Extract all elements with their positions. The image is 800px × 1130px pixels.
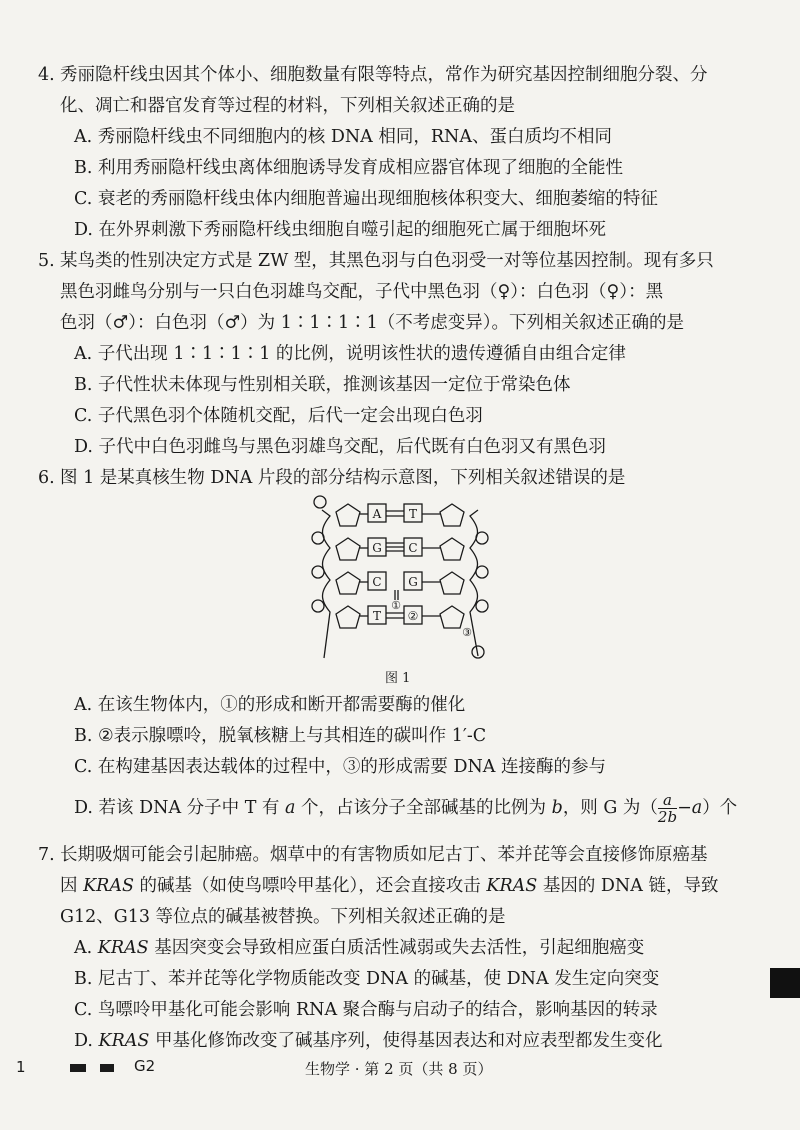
question-number: 7. <box>38 845 55 865</box>
deoxyribose-pentagon <box>336 606 360 628</box>
question-7 <box>38 840 768 1057</box>
question-6-option-d <box>38 792 768 825</box>
question-number: 6. <box>38 468 55 488</box>
question-stem-cont: 色羽（♂）：白色羽（♂）为 1∶1∶1∶1（不考虑变异）。下列相关叙述正确的是 <box>60 313 684 333</box>
question-stem: 图 1 是某真核生物 DNA 片段的部分结构示意图，下列相关叙述错误的是 <box>60 468 626 488</box>
base-label: C <box>408 541 418 555</box>
question-4 <box>38 60 768 246</box>
question-stem-cont: 黑色羽雌鸟分别与一只白色羽雄鸟交配，子代中黑色羽（♀）：白色羽（♀）：黑 <box>60 282 664 302</box>
option-d: D. 若该 DNA 分子中 T 有 a 个，占该分子全部碱基的比例为 b，则 G 为（ $\frac{a}{2b}$ −a）个 <box>74 791 738 826</box>
option-b: B. 利用秀丽隐杆线虫离体细胞诱导发育成相应器官体现了细胞的全能性 <box>74 158 623 178</box>
question-5 <box>38 246 768 463</box>
option-b: B. ②表示腺嘌呤，脱氧核糖上与其相连的碳叫作 1′-C <box>74 726 487 746</box>
option-c: C. 衰老的秀丽隐杆线虫体内细胞普遍出现细胞核体积变大、细胞萎缩的特征 <box>74 189 658 209</box>
question-number: 4. <box>38 65 55 85</box>
question-stem-cont: G12、G13 等位点的碱基被替换。下列相关叙述正确的是 <box>60 907 506 927</box>
base-label: C <box>372 575 382 589</box>
page-number: 生物学 · 第 2 页（共 8 页） <box>305 1060 493 1078</box>
option-b: B. 子代性状未体现与性别相关联，推测该基因一定位于常染色体 <box>74 375 571 395</box>
page-mark: 1 <box>16 1058 26 1076</box>
question-stem: 秀丽隐杆线虫因其个体小、细胞数量有限等特点，常作为研究基因控制细胞分裂、分 <box>60 65 708 85</box>
deoxyribose-pentagon <box>440 606 464 628</box>
option-d: D. KRAS 甲基化修饰改变了碱基序列，使得基因表达和对应表型都发生变化 <box>74 1031 663 1051</box>
option-a: A. 秀丽隐杆线虫不同细胞内的核 DNA 相同，RNA、蛋白质均不相同 <box>74 127 612 147</box>
question-stem-cont: 因 KRAS 的碱基（如使鸟嘌呤甲基化），还会直接攻击 KRAS 基因的 DNA 链，导致 <box>60 876 719 896</box>
base-label: T <box>408 507 418 521</box>
question-stem-cont: 化、凋亡和器官发育等过程的材料，下列相关叙述正确的是 <box>60 96 515 116</box>
question-6-options <box>38 690 768 783</box>
option-c: C. 鸟嘌呤甲基化可能会影响 RNA 聚合酶与启动子的结合，影响基因的转录 <box>74 1000 658 1020</box>
base-label: T <box>372 609 382 623</box>
scan-edge-mark <box>770 968 800 998</box>
option-a: A. KRAS 基因突变会导致相应蛋白质活性减弱或失去活性，引起细胞癌变 <box>74 938 645 958</box>
deoxyribose-pentagon <box>440 572 464 594</box>
left-backbone <box>322 510 330 658</box>
phosphate-circle <box>472 646 484 658</box>
phosphate-circle <box>476 566 488 578</box>
deoxyribose-pentagon <box>440 504 464 526</box>
deoxyribose-pentagon <box>336 504 360 526</box>
footer-block-mark <box>70 1064 86 1072</box>
deoxyribose-pentagon <box>336 538 360 560</box>
phosphate-circle <box>476 532 488 544</box>
option-a: A. 在该生物体内，①的形成和断开都需要酶的催化 <box>74 695 466 715</box>
base-label: G <box>408 575 418 589</box>
option-d: D. 子代中白色羽雌鸟与黑色羽雄鸟交配，后代既有白色羽又有黑色羽 <box>74 437 607 457</box>
question-stem: 某鸟类的性别决定方式是 ZW 型，其黑色羽与白色羽受一对等位基因控制。现有多只 <box>60 251 714 271</box>
base-label: ② <box>407 609 419 623</box>
option-c: C. 在构建基因表达载体的过程中，③的形成需要 DNA 连接酶的参与 <box>74 757 606 777</box>
page-footer <box>0 1054 800 1084</box>
deoxyribose-pentagon <box>440 538 464 560</box>
base-label: G <box>372 541 382 555</box>
exam-code: G2 <box>134 1057 156 1075</box>
option-d: D. 在外界刺激下秀丽隐杆线虫细胞自噬引起的细胞死亡属于细胞坏死 <box>74 220 607 240</box>
base-label: A <box>372 507 382 521</box>
mark-1-label: ① <box>391 599 401 612</box>
question-stem: 长期吸烟可能会引起肺癌。烟草中的有害物质如尼古丁、苯并芘等会直接修饰原癌基 <box>60 845 708 865</box>
question-number: 5. <box>38 251 55 271</box>
deoxyribose-pentagon <box>336 572 360 594</box>
phosphate-circle <box>476 600 488 612</box>
phosphate-circle <box>312 532 324 544</box>
phosphate-circle <box>312 566 324 578</box>
footer-block-mark <box>100 1064 114 1072</box>
option-a: A. 子代出现 1∶1∶1∶1 的比例，说明该性状的遗传遵循自由组合定律 <box>74 344 626 364</box>
dna-structure-figure <box>300 488 500 668</box>
phosphate-circle <box>314 496 326 508</box>
figure-caption: 图 1 <box>385 671 411 686</box>
option-c: C. 子代黑色羽个体随机交配，后代一定会出现白色羽 <box>74 406 483 426</box>
phosphate-circle <box>312 600 324 612</box>
option-b: B. 尼古丁、苯并芘等化学物质能改变 DNA 的碱基，使 DNA 发生定向突变 <box>74 969 660 989</box>
mark-3-label: ③ <box>462 626 472 639</box>
fraction: $\frac{a}{2b}$ <box>657 791 678 826</box>
